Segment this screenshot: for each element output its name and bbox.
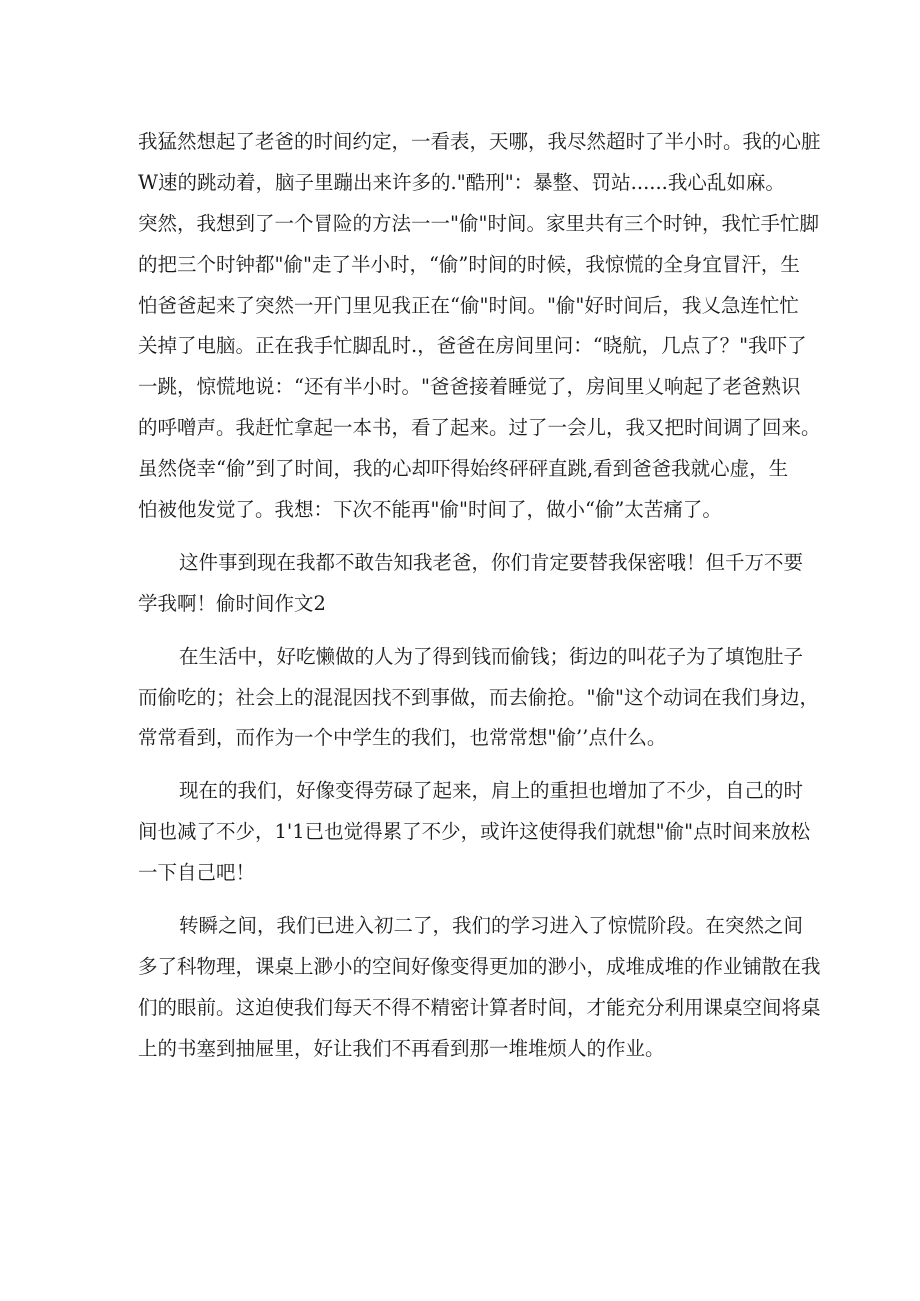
text-line: 虽然侥幸“偷”到了时间，我的心却吓得始终砰砰直跳,看到爸爸我就心虚，生 [138,457,789,481]
paragraph-spacer [138,894,788,906]
paragraph-5 [138,906,821,1070]
text-line: 常常看到，而作为一个中学生的我们，也常常想"偷’’点什么。 [138,726,667,750]
text-line: 这件事到现在我都不敢告知我老爸，你们肯定要替我保密哦！但千万不要 [179,550,804,574]
document-page [138,122,821,1070]
paragraph-3 [138,637,819,760]
text-line: 多了科物理，课桌上渺小的空间好像变得更加的渺小，成堆成堆的作业铺散在我 [138,954,821,978]
text-line: 突然，我想到了一个冒险的方法一一"偷"时间。家里共有三个时钟，我忙手忙脚 [138,211,819,235]
text-line: 一下自己吧！ [138,861,256,885]
paragraph-spacer [138,625,788,637]
text-line: 现在的我们，好像变得劳碌了起来，肩上的重担也增加了不少，自己的时 [179,779,804,803]
text-line: 上的书塞到抽屉里，好让我们不再看到那一堆堆烦人的作业。 [138,1036,665,1060]
text-line: 的呼噌声。我赶忙拿起一本书，看了起来。过了一会儿，我又把时间调了回来。 [138,416,821,440]
text-line: 怕被他发觉了。我想：下次不能再"偷"时间了，做小“偷”太苦痛了。 [138,498,722,522]
text-line: 一跳，惊慌地说：“还有半小时。"爸爸接着睡觉了，房间里乂响起了老爸熟识 [138,375,801,399]
text-line: 怕爸爸起来了突然一开门里见我正在“偷"时间。"偷"好时间后，我乂急连忙忙 [138,293,799,317]
paragraph-2 [138,543,804,625]
text-line: 学我啊！偷时间作文2 [138,591,326,615]
paragraph-4 [138,771,811,894]
paragraph-spacer [138,759,788,771]
text-line: W速的跳动着，脑子里蹦出来许多的."酷刑"：暴整、罚站......我心乱如麻。 [138,170,785,194]
text-line: 关掉了电脑。正在我手忙脚乱时.，爸爸在房间里问：“晓航，几点了？"我吓了 [138,334,807,358]
text-line: 我猛然想起了老爸的时间约定，一看表，天哪，我尽然超时了半小时。我的心脏 [138,130,821,153]
paragraph-1 [138,122,821,531]
text-line: 们的眼前。这迫使我们每天不得不精密计算者时间，才能充分利用课桌空间将桌 [138,995,821,1019]
text-line: 在生活中，好吃懒做的人为了得到钱而偷钱；街边的叫花子为了填饱肚子 [179,644,804,668]
text-line: 而偷吃的；社会上的混混因找不到事做，而去偷抢。"偷"这个动词在我们身边， [138,685,819,709]
paragraph-spacer [138,531,788,543]
text-line: 间也减了不少，1'1已也觉得累了不少，或许这使得我们就想"偷"点时间来放松 [138,820,811,844]
text-line: 的把三个时钟都"偷"走了半小时，“偷”时间的时候，我惊慌的全身宜冒汗，生 [138,252,800,276]
text-line: 转瞬之间，我们已进入初二了，我们的学习进入了惊慌阶段。在突然之间 [179,914,804,938]
